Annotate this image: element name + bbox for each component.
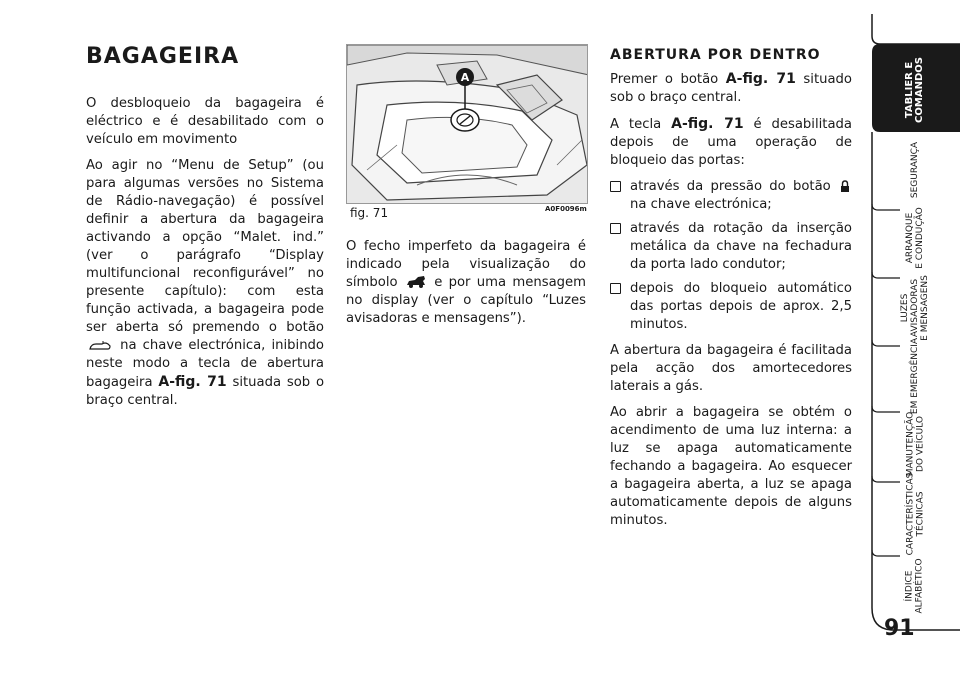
middle-column xyxy=(346,238,586,336)
checkbox-bullet-icon xyxy=(610,283,621,294)
car-trunk-open-icon xyxy=(406,275,426,289)
tab-arranque-e-conducao[interactable]: ARRANQUE E CONDUÇÃO xyxy=(904,207,925,269)
trunk-key-icon xyxy=(88,340,112,352)
tab-luzes-avisadoras[interactable]: LUZES AVISADORAS E MENSAGENS xyxy=(900,275,930,341)
tab-seguranca[interactable]: SEGURANÇA xyxy=(910,141,920,199)
paragraph-interior-light: Ao abrir a bagageira se obtém o acendimento de uma luz interna: a luz se apaga automaticamente fechando a bagageira. Ao esquecer a bagageira aberta, a luz se apaga automaticamente depois de alguns minutos. xyxy=(610,405,852,528)
section-heading: ABERTURA POR DENTRO xyxy=(610,47,821,63)
figure-reference: A-fig. 71 xyxy=(671,116,744,132)
tab-indice-alfabetico[interactable]: ÍNDICE ALFABÉTICO xyxy=(905,558,925,614)
figure-reference: A-fig. 71 xyxy=(158,374,227,390)
tab-em-emergencia[interactable]: EM EMERGÊNCIA xyxy=(909,337,920,415)
section-tabs xyxy=(870,14,960,654)
tab-caracteristicas-tecnicas[interactable]: CARACTERÍSTICAS TÉCNICAS xyxy=(904,472,925,556)
checkbox-bullet-icon xyxy=(610,223,621,234)
figure-code: A0F0096m xyxy=(545,205,587,213)
paragraph-setup-menu: Ao agir no “Menu de Setup” (ou para algumas versões no Sistema de Rádio-navegação) é possível definir a abertura da bagageira activando a opção “Malet. ind.” (ver o parágrafo “Display multifuncional reconfigurável” no presente capítulo): com esta função activada, a bagageira pode ser aberta só premendo o botão na chave electrónica, inibindo neste modo a tecla de abertura bagageira A-fig. 71 situada sob o braço central. xyxy=(86,158,325,408)
tab-tablier-e-comandos[interactable]: TABLIER E COMANDOS xyxy=(904,57,925,123)
page-number: 91 xyxy=(884,616,915,641)
checkbox-bullet-icon xyxy=(610,181,621,192)
paragraph-trunk-warning: O fecho imperfeto da bagageira é indicado pela visualização do símbolo e por uma mensagem no display (ver o capítulo “Luzes avisadoras e mensagens”). xyxy=(346,239,586,326)
tab-manutencao-do-veiculo[interactable]: MANUTENÇÃO DO VEÍCULO xyxy=(905,411,925,477)
figure-callout-a: A xyxy=(460,71,470,84)
padlock-icon xyxy=(840,180,850,193)
figure-reference: A-fig. 71 xyxy=(725,71,796,87)
left-column xyxy=(86,95,324,418)
right-column xyxy=(610,46,852,538)
figure-caption: fig. 71 xyxy=(350,206,389,220)
paragraph-gas-struts: A abertura da bagageira é facilitada pela acção dos amortecedores laterais a gás. xyxy=(610,343,852,394)
list-item: através da pressão do botão na chave electrónica; xyxy=(610,178,852,214)
armrest-console-drawing xyxy=(347,45,588,204)
paragraph-press-button: Premer o botão A-fig. 71 situado sob o braço central. xyxy=(610,71,852,105)
lock-conditions-list xyxy=(610,178,852,334)
figure-71-illustration xyxy=(346,44,588,204)
paragraph-unlock: O desbloqueio da bagageira é eléctrico e é desabilitado com o veículo em movimento xyxy=(86,96,324,147)
paragraph-key-disabled: A tecla A-fig. 71 é desabilitada depois de uma operação de bloqueio das portas: xyxy=(610,116,852,168)
list-item: depois do bloqueio automático das portas depois de aprox. 2,5 minutos. xyxy=(610,280,852,334)
list-item: através da rotação da inserção metálica da chave na fechadura da porta lado condutor; xyxy=(610,220,852,274)
page-title: BAGAGEIRA xyxy=(86,44,240,69)
